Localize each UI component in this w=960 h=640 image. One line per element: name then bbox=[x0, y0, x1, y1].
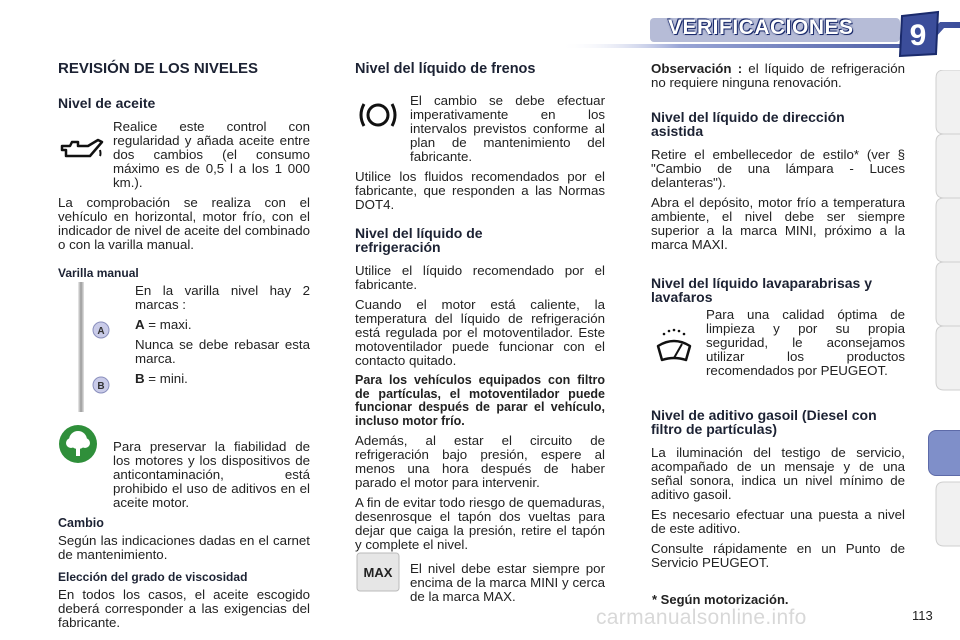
brake-icon-text: El cambio se debe efectuar imperativamente en los intervalos previstos conforme al plan de mantenimiento del fabricante. bbox=[410, 93, 605, 164]
dipstick-intro: En la varilla nivel hay 2 marcas : bbox=[135, 283, 310, 312]
mark-b-label: B bbox=[97, 381, 105, 392]
coolant-max-text: El nivel debe estar siempre por encima de la marca MINI y cerca de la marca MAX. bbox=[410, 561, 605, 604]
coolant-p1: Utilice el líquido recomendado por el fabricante. bbox=[355, 263, 605, 292]
oil-paragraph: La comprobación se realiza con el vehículo en horizontal, motor frío, con el indicador de nivel de aceite del combinado o con la varilla manual. bbox=[58, 195, 310, 252]
brake-heading: Nivel del líquido de frenos bbox=[355, 61, 536, 77]
oil-can-icon bbox=[58, 136, 104, 166]
mark-b-line: B = mini. bbox=[135, 371, 188, 386]
chapter-tab-active[interactable] bbox=[928, 430, 960, 476]
column-3 bbox=[651, 62, 905, 576]
change-text: Según las indicaciones dadas en el carnet de mantenimiento. bbox=[58, 533, 310, 562]
dipstick-illustration bbox=[74, 282, 118, 412]
page-header-title: VERIFICACIONES bbox=[668, 16, 854, 39]
dipstick-note: Nunca se debe rebasar esta marca. bbox=[135, 337, 310, 366]
section-title: REVISIÓN DE LOS NIVELES bbox=[58, 60, 259, 77]
observation-note: Observación : el líquido de refrigeración no requiere ninguna renovación. bbox=[651, 61, 905, 90]
column-2 bbox=[355, 62, 605, 610]
dipstick-heading: Varilla manual bbox=[58, 266, 139, 280]
chapter-tabs bbox=[928, 70, 960, 590]
washer-icon-text: Para una calidad óptima de limpieza y por su propia seguridad, le aconsejamos utilizar los productos recomendados por PEUGEOT. bbox=[706, 307, 905, 378]
chapter-number: 9 bbox=[909, 19, 927, 52]
washer-heading: Nivel del líquido lavaparabrisas y lavafaros bbox=[651, 275, 872, 305]
steering-p2: Abra el depósito, motor frío a temperatura ambiente, el nivel debe ser siempre superior a la marca MINI, próximo a la marca MAXI. bbox=[651, 195, 905, 252]
diesel-heading: Nivel de aditivo gasoil (Diesel con filtro de partículas) bbox=[651, 407, 877, 437]
watermark: carmanualsonline.info bbox=[596, 606, 807, 629]
coolant-p4: Además, al estar el circuito de refrigeración bajo presión, espere al menos una hora después de haber parado el motor para intervenir. bbox=[355, 433, 605, 490]
oil-icon-text: Realice este control con regularidad y añada aceite entre dos cambios (el consumo máximo es de 0,5 l a los 1 000 km.). bbox=[113, 119, 310, 190]
max-icon-label: MAX bbox=[363, 565, 393, 580]
coolant-p3: Para los vehículos equipados con filtro de partículas, el motoventilador puede funcionar después de parar el vehículo, incluso motor frío. bbox=[355, 373, 605, 428]
steering-heading: Nivel del líquido de dirección asistida bbox=[651, 109, 845, 139]
steering-p1: Retire el embellecedor de estilo* (ver § "Cambio de una lámpara - Luces delanteras"). bbox=[651, 147, 905, 190]
max-mark-icon bbox=[356, 552, 400, 592]
oil-heading: Nivel de aceite bbox=[58, 95, 156, 111]
brake-paragraph: Utilice los fluidos recomendados por el fabricante, que responden a las Normas DOT4. bbox=[355, 169, 605, 212]
change-heading: Cambio bbox=[58, 516, 104, 530]
viscosity-text: En todos los casos, el aceite escogido deberá corresponder a las exigencias del fabricante. bbox=[58, 587, 310, 630]
coolant-heading: Nivel del líquido de refrigeración bbox=[355, 225, 483, 255]
windscreen-washer-icon bbox=[652, 326, 696, 366]
mark-a-label: A bbox=[97, 326, 105, 337]
diesel-p2: Es necesario efectuar una puesta a nivel de este aditivo. bbox=[651, 507, 905, 536]
viscosity-heading: Elección del grado de viscosidad bbox=[58, 570, 248, 584]
chapter-badge bbox=[896, 10, 942, 58]
coolant-p2: Cuando el motor está caliente, la temperatura del líquido de refrigeración está regulada por el motoventilador. Este motoventilador puede funcionar con el contacto quitado. bbox=[355, 297, 605, 368]
coolant-p5: A fin de evitar todo riesgo de quemaduras, desenrosque el tapón dos vueltas para dejar que caiga la presión, retire el tapón y complete el nivel. bbox=[355, 495, 605, 552]
brake-warning-icon bbox=[356, 98, 400, 132]
footnote: * Según motorización. bbox=[652, 592, 789, 607]
eco-text: Para preservar la fiabilidad de los motores y los dispositivos de anticontaminación, está prohibido el uso de aditivos en el aceite motor. bbox=[113, 439, 310, 510]
page-number: 113 bbox=[912, 608, 933, 623]
diesel-p3: Consulte rápidamente en un Punto de Servicio PEUGEOT. bbox=[651, 541, 905, 570]
mark-a-line: A = maxi. bbox=[135, 317, 192, 332]
environment-tree-icon bbox=[58, 424, 98, 464]
diesel-p1: La iluminación del testigo de servicio, acompañado de un mensaje y de una señal sonora, indica un nivel mínimo de aditivo gasoil. bbox=[651, 445, 905, 502]
